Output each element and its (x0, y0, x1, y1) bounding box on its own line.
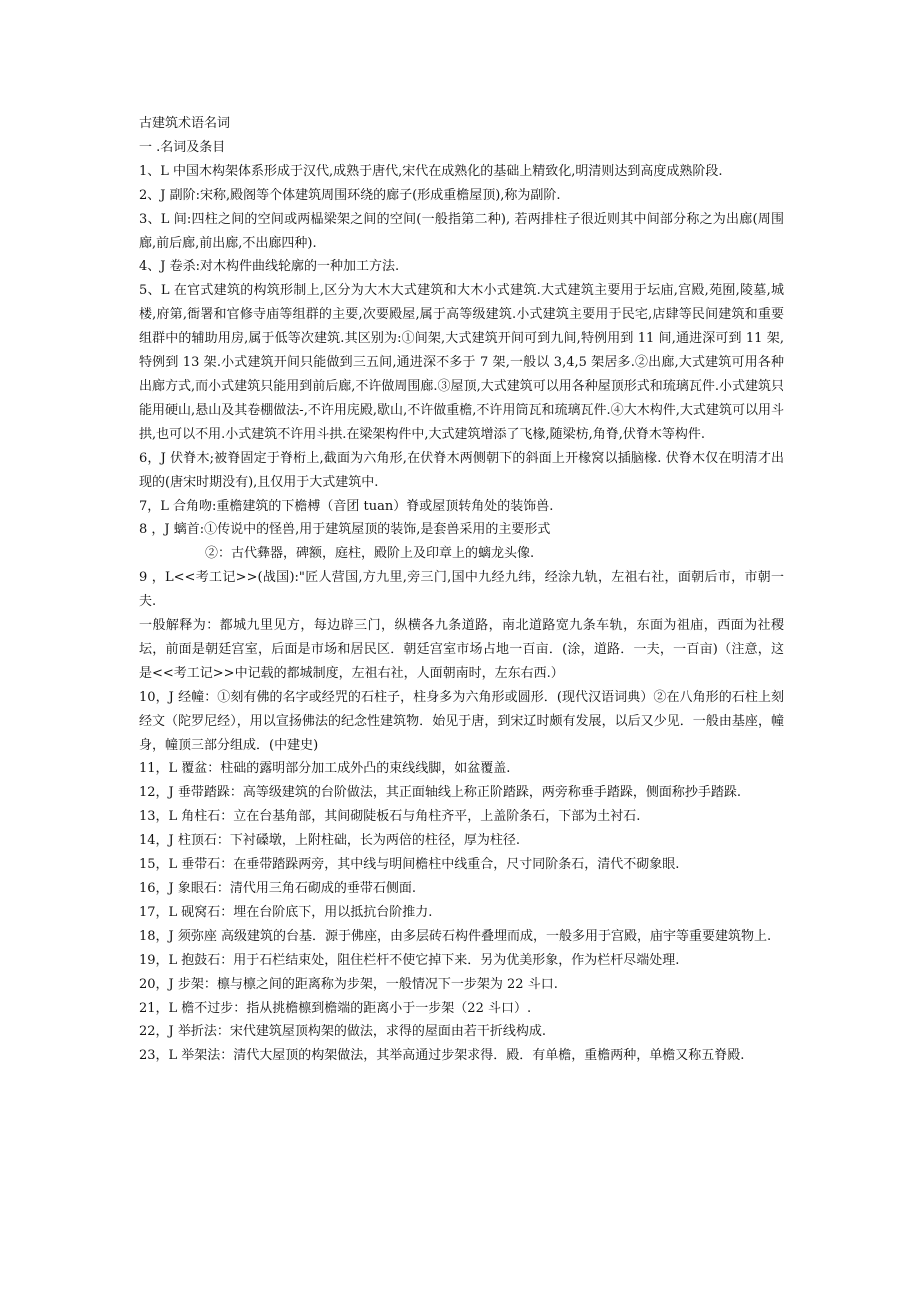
term-entry: 9 ，L<<考工记>>(战国):"匠人营国,方九里,旁三门,国中九经九纬，经涂九轨，左祖右社，面朝后市，市朝一夫. (139, 570, 784, 610)
term-entry: 23，L 举架法：清代大屋顶的构架做法，其举高通过步架求得．殿．有单檐，重檐两种，单檐又称五脊殿. (139, 1048, 745, 1064)
term-entry: 3、L 间:四柱之间的空间或两榀梁架之间的空间(一般指第二种), 若两排柱子很近则其中间部分称之为出廊(周围廊,前后廊,前出廊,不出廊四种). (139, 211, 784, 251)
term-entry: 4、J 卷杀:对木构件曲线轮廓的一种加工方法. (139, 259, 400, 275)
term-entry: 一般解释为：都城九里见方，每边辟三门，纵横各九条道路，南北道路宽九条车轨，东面为祖庙，西面为社稷坛，前面是朝廷宫室，后面是市场和居民区．朝廷宫室市场占地一百亩．(涂，道路．一夫，一百亩)（注意，这是<<考工记>>中记载的都城制度，左祖右社，人面朝南时，左东右西.） (139, 618, 784, 681)
term-entry: 2、J 副阶:宋称,殿阁等个体建筑周围环绕的廊子(形成重檐屋顶),称为副阶. (139, 187, 561, 203)
term-entry: 19，L 抱鼓石：用于石栏结束处，阻住栏杆不使它掉下来．另为优美形象，作为栏杆尽端处理. (139, 952, 680, 968)
term-entry: 16，J 象眼石：清代用三角石砌成的垂带石侧面. (139, 881, 417, 896)
term-entry: 7，L 合角吻:重檐建筑的下檐榑（音团 tuan）脊或屋顶转角处的装饰兽. (139, 498, 554, 514)
term-entry: 6，J 伏脊木;被脊固定于脊桁上,截面为六角形,在伏脊木两侧朝下的斜面上开椽窝以插脑椽. 伏脊木仅在明清才出现的(唐宋时期没有),且仅用于大式建筑中. (139, 450, 784, 490)
document-title: 古建筑术语名词 (139, 116, 231, 131)
term-entry: 12，J 垂带踏跺：高等级建筑的台阶做法，其正面轴线上称正阶踏跺，两旁称垂手踏跺，侧面称抄手踏跺. (139, 785, 742, 801)
term-entry: 14，J 柱顶石：下衬磉墩，上附柱础，长为两倍的柱径，厚为柱径. (139, 833, 521, 849)
term-entry: 8 ，J 螭首:①传说中的怪兽,用于建筑屋顶的装饰,是套兽采用的主要形式 (139, 522, 551, 538)
document-page (139, 112, 784, 1068)
term-entry: 15，L 垂带石：在垂带踏跺两旁，其中线与明间檐柱中线重合，尺寸同阶条石，清代不砌象眼. (139, 857, 680, 873)
term-entry: 13，L 角柱石：立在台基角部，其间砌陡板石与角柱齐平，上盖阶条石，下部为土衬石. (139, 809, 641, 825)
term-entry: 22，J 举折法：宋代建筑屋顶构架的做法，求得的屋面由若干折线构成. (139, 1024, 547, 1040)
term-entry: 18，J 须弥座 高级建筑的台基．源于佛座，由多层砖石构件叠埋而成，一般多用于宫殿，庙宇等重要建筑物上. (139, 928, 772, 944)
term-entry: 17，L 砚窝石：埋在台阶底下，用以抵抗台阶推力. (139, 904, 433, 920)
term-entry: 20，J 步架：檩与檩之间的距离称为步架，一般情况下一步架为 22 斗口. (139, 976, 558, 992)
term-entry: 21，L 檐不过步：指从挑檐檩到檐端的距离小于一步架（22 斗口）. (139, 1000, 532, 1016)
term-entry: 10，J 经幢：①刻有佛的名字或经咒的石柱子，柱身多为六角形或圆形．(现代汉语词典）②在八角形的石柱上刻经文（陀罗尼经），用以宣扬佛法的纪念性建筑物．始见于唐，到宋辽时颇有发展，以后又少见．一般由基座，幢身，幢顶三部分组成．(中建史) (139, 689, 784, 753)
section-heading: 一 .名词及条目 (139, 139, 226, 155)
paragraph-list (139, 160, 784, 1068)
term-entry: ②：古代彝器，碑额，庭柱，殿阶上及印章上的螭龙头像. (205, 546, 535, 562)
term-entry: 1、L 中国木构架体系形成于汉代,成熟于唐代,宋代在成熟化的基础上精致化,明清则达到高度成熟阶段. (139, 163, 723, 179)
term-entry: 11，L 覆盆：柱础的露明部分加工成外凸的束线线脚，如盆覆盖. (139, 761, 511, 777)
term-entry: 5、L 在官式建筑的构筑形制上,区分为大木大式建筑和大木小式建筑.大式建筑主要用于坛庙,宫殿,苑囿,陵墓,城楼,府第,衙署和官修寺庙等组群的主要,次要殿屋,属于高等级建筑.小式建筑主要用于民宅,店肆等民间建筑和重要组群中的辅助用房,属于低等次建筑.其区别为:①间架,大式建筑开间可到九间,特例用到 11 间,通进深可到 11 架,特例到 13 架.小式建筑开间只能做到三五间,通进深不多于 7 架,一般以 3,4,5 架居多.②出廊,大式建筑可用各种出廊方式,而小式建筑只能用到前后廊,不许做周围廊.③屋顶,大式建筑可以用各种屋顶形式和琉璃瓦件.小式建筑只能用硬山,悬山及其卷棚做法-,不许用庑殿,歇山,不许做重檐,不许用筒瓦和琉璃瓦件.④大木构件,大式建筑可以用斗拱,也可以不用.小式建筑不许用斗拱.在梁架构件中,大式建筑增添了飞椽,随梁枋,角脊,伏脊木等构件. (139, 283, 784, 442)
